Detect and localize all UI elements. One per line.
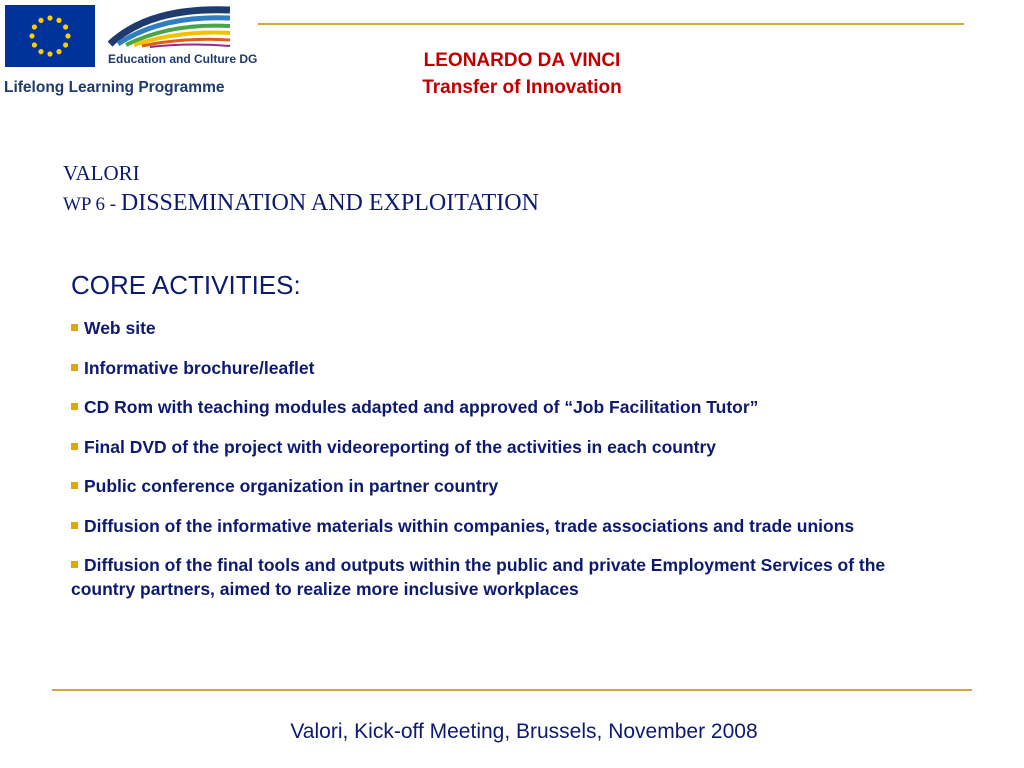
eu-flag-icon	[5, 5, 95, 67]
list-item	[71, 356, 931, 380]
header-line-1: LEONARDO DA VINCI	[423, 50, 621, 71]
list-item	[71, 474, 931, 498]
slide-title	[63, 158, 539, 221]
activities-list	[71, 316, 931, 617]
list-item	[71, 395, 931, 419]
programme-name: Lifelong Learning Programme	[4, 79, 225, 96]
top-divider	[258, 23, 964, 25]
programme-header	[322, 47, 722, 101]
activity-text: Public conference organization in partner country	[84, 476, 499, 496]
list-item	[71, 435, 931, 459]
logo-block	[0, 0, 258, 104]
activity-text: Informative brochure/leaflet	[84, 357, 315, 378]
education-culture-swoosh-icon	[108, 4, 234, 53]
header-line-2: Transfer of Innovation	[422, 77, 622, 98]
dg-name: Education and Culture DG	[108, 52, 258, 66]
activity-text: Web site	[84, 318, 156, 338]
bullet-icon	[71, 482, 78, 489]
bullet-icon	[71, 364, 78, 371]
bullet-icon	[71, 561, 78, 568]
section-heading: CORE ACTIVITIES:	[71, 270, 301, 300]
list-item	[71, 514, 931, 538]
footer-text: Valori, Kick-off Meeting, Brussels, November 2008	[290, 720, 758, 743]
activity-text: Diffusion of the final tools and outputs within the public and private Employment Services of the country partners, aimed to realize more inclusive workplaces	[71, 555, 886, 599]
bullet-icon	[71, 522, 78, 529]
work-package-label: WP 6 -	[63, 194, 121, 215]
bullet-icon	[71, 443, 78, 450]
bullet-icon	[71, 403, 78, 410]
activity-text: Diffusion of the informative materials within companies, trade associations and trade unions	[84, 515, 855, 536]
project-name: VALORI	[63, 161, 140, 185]
bottom-divider	[52, 689, 972, 691]
work-package-heading: DISSEMINATION AND EXPLOITATION	[120, 190, 539, 216]
bullet-icon	[71, 324, 78, 331]
list-item	[71, 316, 931, 340]
activity-text: CD Rom with teaching modules adapted and approved of “Job Facilitation Tutor”	[84, 397, 759, 417]
list-item	[71, 553, 931, 601]
work-package-title	[63, 188, 539, 221]
activity-text: Final DVD of the project with videoreporting of the activities in each country	[84, 436, 717, 457]
